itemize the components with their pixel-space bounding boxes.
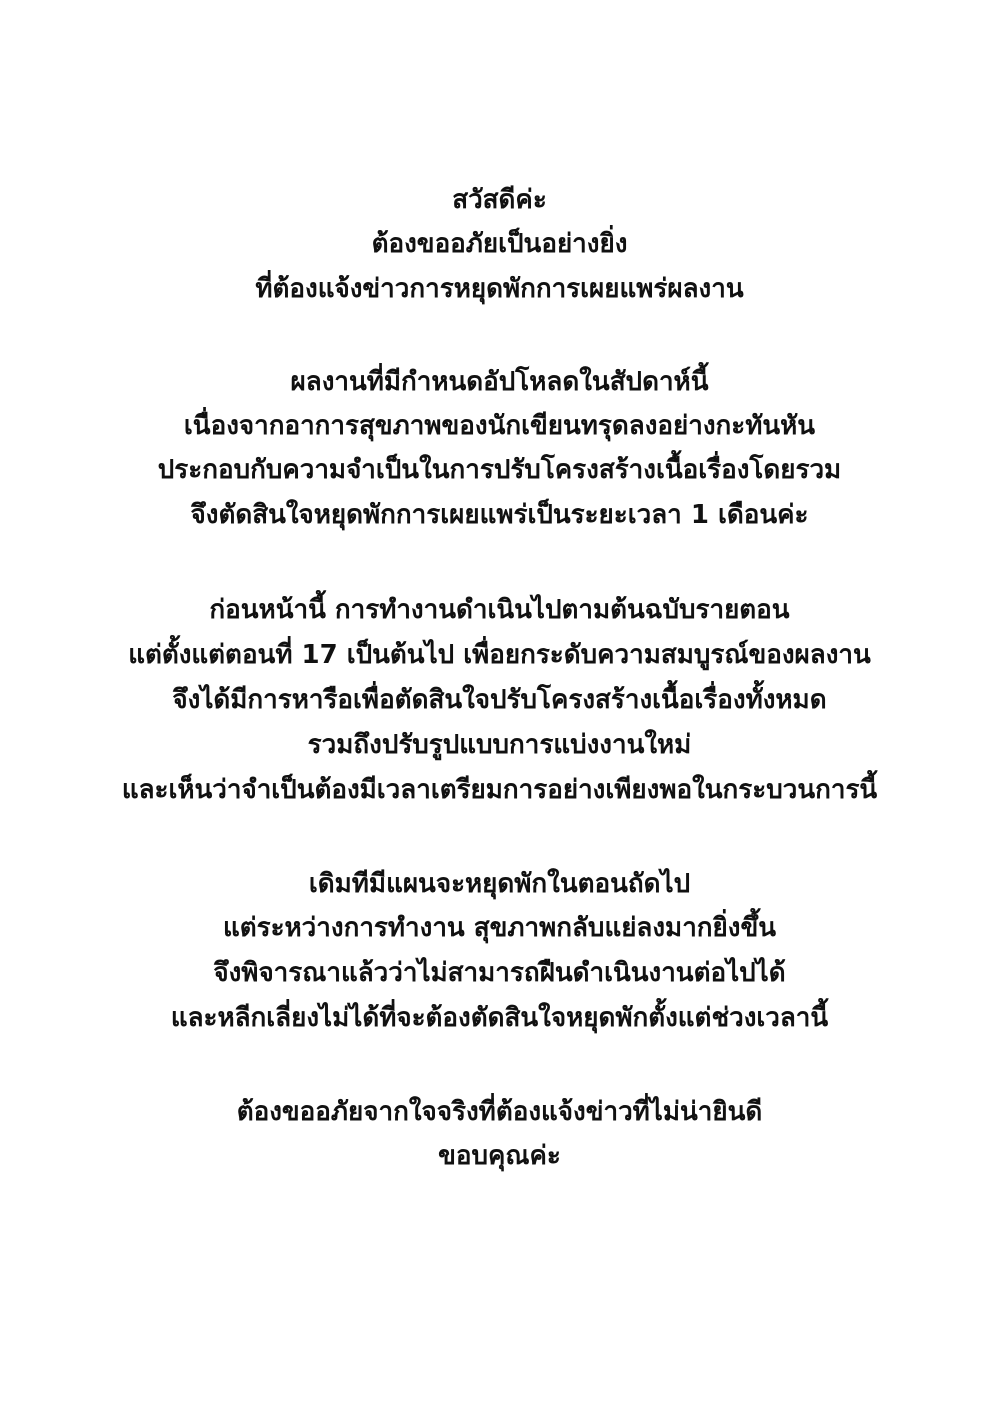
background-line-4: รวมถึงปรับรูปแบบการแบ่งงานใหม่ bbox=[307, 730, 692, 760]
greeting-line-2: ต้องขออภัยเป็นอย่างยิ่ง bbox=[371, 229, 628, 259]
greeting-line-1: สวัสดีค่ะ bbox=[452, 185, 547, 215]
reason-line-4: จึงตัดสินใจหยุดพักการเผยแพร่เป็นระยะเวลา 1 เดือนค่ะ bbox=[190, 500, 809, 530]
closing-line-1: ต้องขออภัยจากใจจริงที่ต้องแจ้งข่าวที่ไม่น่ายินดี bbox=[236, 1097, 763, 1127]
reason-line-3: ประกอบกับความจำเป็นในการปรับโครงสร้างเนื้อเรื่องโดยรวม bbox=[157, 455, 842, 485]
closing-line-2: ขอบคุณค่ะ bbox=[438, 1141, 561, 1171]
background-line-2: แต่ตั้งแต่ตอนที่ 17 เป็นต้นไป เพื่อยกระดับความสมบูรณ์ของผลงาน bbox=[128, 640, 871, 670]
decision-line-3: จึงพิจารณาแล้วว่าไม่สามารถฝืนดำเนินงานต่อไปได้ bbox=[213, 958, 786, 988]
background-line-1: ก่อนหน้านี้ การทำงานดำเนินไปตามต้นฉบับรายตอน bbox=[209, 595, 790, 625]
decision-line-2: แต่ระหว่างการทำงาน สุขภาพกลับแย่ลงมากยิ่งขึ้น bbox=[222, 913, 777, 943]
greeting-line-3: ที่ต้องแจ้งข่าวการหยุดพักการเผยแพร่ผลงาน bbox=[255, 274, 744, 304]
background-line-3: จึงได้มีการหารือเพื่อตัดสินใจปรับโครงสร้างเนื้อเรื่องทั้งหมด bbox=[172, 685, 827, 715]
decision-line-4: และหลีกเลี่ยงไม่ได้ที่จะต้องตัดสินใจหยุดพักตั้งแต่ช่วงเวลานี้ bbox=[170, 1003, 829, 1033]
decision-line-1: เดิมทีมีแผนจะหยุดพักในตอนถัดไป bbox=[308, 869, 691, 899]
reason-line-1: ผลงานที่มีกำหนดอัปโหลดในสัปดาห์นี้ bbox=[290, 367, 709, 397]
reason-line-2: เนื่องจากอาการสุขภาพของนักเขียนทรุดลงอย่างกะทันหัน bbox=[183, 411, 816, 441]
background-line-5: และเห็นว่าจำเป็นต้องมีเวลาเตรียมการอย่างเพียงพอในกระบวนการนี้ bbox=[121, 775, 878, 805]
